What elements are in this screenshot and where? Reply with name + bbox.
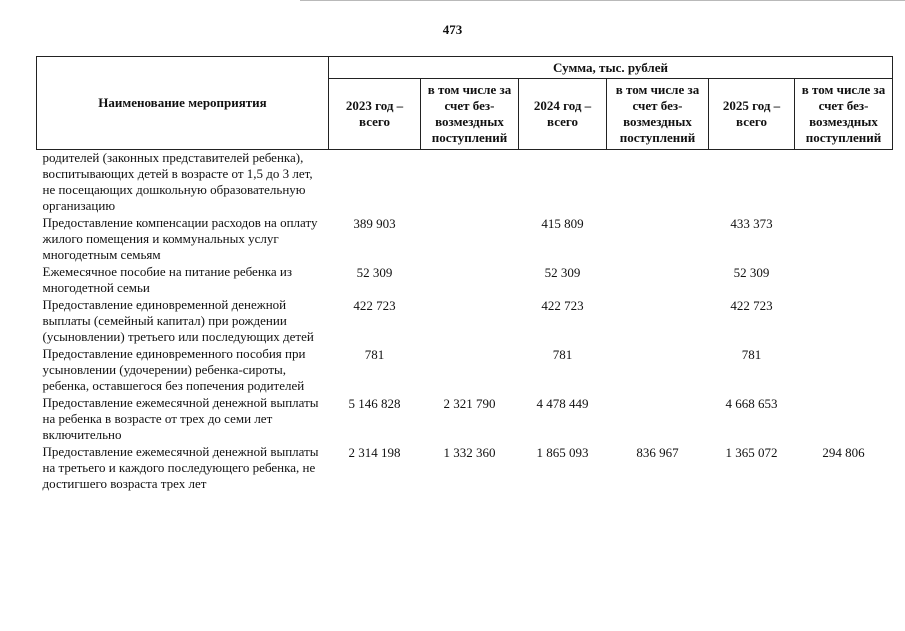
cell-2023-incl [421, 264, 519, 297]
table-row [37, 264, 893, 297]
table-row [37, 395, 893, 444]
cell-2024-incl [607, 297, 709, 346]
cell-2025-total: 422 723 [730, 298, 773, 313]
cell-2025-incl [795, 395, 893, 444]
cell-2024-incl [607, 150, 709, 216]
table-row [37, 444, 893, 493]
cell-2025-incl [795, 346, 893, 395]
cell-2024-incl: 836 967 [636, 445, 679, 460]
header-2023-incl: в том числе за счет без-возмездных поступлений [421, 79, 519, 150]
budget-table [36, 56, 893, 493]
table-row [37, 150, 893, 216]
cell-2024-total: 1 865 093 [536, 445, 589, 460]
table-row [37, 215, 893, 264]
cell-2025-total: 1 365 072 [725, 445, 778, 460]
cell-2025-total [709, 150, 795, 216]
cell-2025-incl [795, 215, 893, 264]
header-2025-incl: в том числе за счет без-возмездных поступлений [795, 79, 893, 150]
row-name: родителей (законных представителей ребенка), воспитывающих детей в возрасте от 1,5 до 3 лет, не посещающих дошкольную образовательную организацию [42, 150, 313, 213]
top-edge-line [300, 0, 905, 1]
row-name: Предоставление единовременного пособия при усыновлении (удочерении) ребенка-сироты, ребенка, оставшегося без попечения родителей [42, 346, 306, 393]
cell-2023-incl [421, 150, 519, 216]
row-name: Предоставление ежемесячной денежной выплаты на ребенка в возрасте от трех до семи лет включительно [42, 395, 319, 442]
cell-2025-total: 52 309 [733, 265, 770, 280]
cell-2023-incl [421, 215, 519, 264]
header-name: Наименование мероприятия [37, 57, 329, 150]
cell-2025-total: 781 [741, 347, 762, 362]
table-body [37, 150, 893, 494]
header-sum: Сумма, тыс. рублей [329, 57, 893, 79]
cell-2023-total: 52 309 [356, 265, 393, 280]
cell-2023-incl [421, 346, 519, 395]
cell-2023-total: 422 723 [353, 298, 396, 313]
table-header [37, 57, 893, 150]
cell-2023-total: 781 [364, 347, 385, 362]
cell-2024-incl [607, 395, 709, 444]
cell-2024-total: 781 [552, 347, 573, 362]
cell-2023-incl: 1 332 360 [443, 445, 496, 460]
cell-2024-total: 4 478 449 [536, 396, 589, 411]
cell-2024-incl [607, 346, 709, 395]
header-2023-total: 2023 год – всего [329, 79, 421, 150]
cell-2024-total [519, 150, 607, 216]
cell-2025-incl [795, 264, 893, 297]
cell-2025-incl: 294 806 [822, 445, 865, 460]
cell-2023-total [329, 150, 421, 216]
row-name: Предоставление компенсации расходов на оплату жилого помещения и коммунальных услуг многодетным семьям [42, 215, 318, 262]
header-2024-total: 2024 год – всего [519, 79, 607, 150]
cell-2023-total: 2 314 198 [348, 445, 401, 460]
table-row [37, 297, 893, 346]
cell-2023-total: 389 903 [353, 216, 396, 231]
cell-2025-total: 4 668 653 [725, 396, 778, 411]
row-name: Ежемесячное пособие на питание ребенка из многодетной семьи [42, 264, 293, 295]
cell-2024-total: 415 809 [541, 216, 584, 231]
cell-2024-incl [607, 264, 709, 297]
cell-2023-incl: 2 321 790 [443, 396, 496, 411]
cell-2023-total: 5 146 828 [348, 396, 401, 411]
cell-2023-incl [421, 297, 519, 346]
row-name: Предоставление ежемесячной денежной выплаты на третьего и каждого последующего ребенка, не достигшего возраста трех лет [42, 444, 319, 491]
header-2025-total: 2025 год – всего [709, 79, 795, 150]
cell-2024-incl [607, 215, 709, 264]
cell-2024-total: 52 309 [544, 265, 581, 280]
table-row [37, 346, 893, 395]
row-name: Предоставление единовременной денежной выплаты (семейный капитал) при рождении (усыновлении) третьего или последующих детей [42, 297, 314, 344]
header-2024-incl: в том числе за счет без-возмездных поступлений [607, 79, 709, 150]
cell-2025-total: 433 373 [730, 216, 773, 231]
cell-2025-incl [795, 150, 893, 216]
cell-2025-incl [795, 297, 893, 346]
page-number: 473 [442, 22, 463, 37]
cell-2024-total: 422 723 [541, 298, 584, 313]
